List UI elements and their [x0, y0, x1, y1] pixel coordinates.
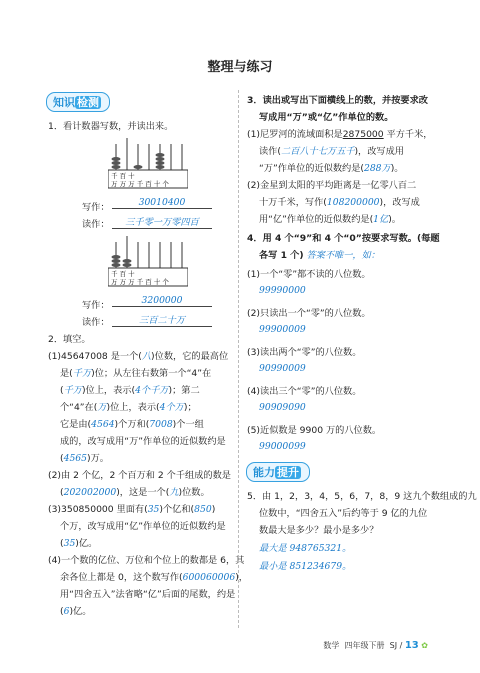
q4-note: 答案不唯一，如：: [306, 250, 380, 261]
q3-line-5: 十万千米，写作(108200000)，改写成: [259, 197, 420, 208]
q3-answer-2: 288万: [363, 163, 391, 174]
footer-subject: 数学: [323, 641, 340, 650]
q5-line-1: 5．由 1，2，3，4，5，6，7，8，9 这九个数组成的九: [247, 491, 477, 502]
badge-word-2: 检测: [77, 96, 99, 109]
q4-heading-2: 各写 1 个) 答案不唯一，如：: [259, 250, 380, 261]
q4-item-4-answer: 90909090: [259, 402, 306, 413]
knowledge-check-badge: [46, 92, 110, 112]
q1-write-label-1: 写作：: [82, 202, 110, 213]
q5-answer-min: 最小是 851234679。: [259, 561, 352, 572]
q3-heading-2: 写成用“万”或“亿”作单位的数。: [259, 112, 394, 123]
q3-answer-3: 108200000: [326, 197, 380, 208]
q2-answer-6: 4个万: [159, 402, 184, 413]
q4-item-4-question: (4)读出三个“零”的八位数。: [247, 386, 362, 397]
q4-item-5-question: (5)近似数是 9900 万的八位数。: [247, 425, 382, 436]
q1-answer-write-1: 30010400: [112, 197, 212, 209]
q2-answer-13: 850: [194, 504, 212, 515]
abacus-1: [108, 134, 188, 190]
q4-item-5-answer: 99000099: [259, 441, 306, 452]
q2-line-9: (202002000)，这是一个(九)位数。: [60, 487, 210, 498]
q4-item-2-question: (2)只读出一个“零”的八位数。: [247, 308, 371, 319]
column-divider: [238, 90, 239, 628]
leaf-icon: ✿: [421, 641, 428, 650]
svg-text:万 万 万 千 百 十 个: 万 万 万 千 百 十 个: [111, 180, 169, 188]
badge-word-2: 提升: [277, 466, 299, 479]
q1-write-label-2: 写作：: [82, 300, 110, 311]
q2-answer-7: 4564: [91, 419, 115, 430]
q2-answer-3: 千万: [63, 385, 82, 396]
q2-line-16: (6)亿。: [60, 606, 92, 617]
q1-answer-read-1: 三千零一万零四百: [112, 214, 212, 229]
q4-item-1-question: (1)一个“零”都不读的八位数。: [247, 269, 371, 280]
q2-answer-10: 202002000: [63, 487, 117, 498]
page-footer: 数学 四年级下册 SJ / 13 ✿: [323, 640, 428, 651]
q1-read-label-2: 读作：: [82, 317, 110, 328]
q2-answer-15: 600060006: [182, 572, 236, 583]
q2-line-2: 是(千万)位；从左往右数第一个“4”在: [60, 368, 212, 379]
badge-word-1: 能力: [253, 466, 275, 479]
q4-item-1-answer: 99990000: [259, 285, 306, 296]
q2-answer-12: 35: [147, 504, 160, 515]
q5-line-3: 数最大是多少？最小是多少？: [259, 525, 379, 536]
q2-line-4: 个“4”在(万)位上，表示(4个万)；: [60, 402, 197, 413]
q1-heading: 1．看计数器写数，并读出来。: [48, 121, 174, 132]
q2-line-6: 成的，改写成用“万”作单位的近似数约是: [60, 436, 226, 447]
q1-answer-write-2: 3200000: [112, 295, 212, 307]
page-title: 整理与练习: [207, 60, 273, 75]
q2-line-10: (3)350850000 里面有(35)个亿和(850): [48, 504, 216, 515]
footer-edition: SJ: [389, 641, 398, 650]
q2-heading: 2．填空。: [48, 334, 91, 345]
q2-answer-16: 6: [63, 606, 70, 617]
svg-text:千 百 十: 千 百 十: [111, 270, 135, 278]
svg-text:万 万 万 千 百 十 个: 万 万 万 千 百 十 个: [111, 278, 169, 286]
q4-heading-1: 4．用 4 个“9”和 4 个“0”按要求写数。(每题: [247, 233, 440, 244]
q2-answer-5: 万: [97, 402, 107, 413]
q2-answer-9: 4565: [63, 453, 87, 464]
footer-page-number: 13: [404, 640, 419, 651]
q2-answer-1: 八: [141, 351, 152, 362]
q5-line-2: 位数中，“四舍五入”后约等于 9 亿的九位: [259, 508, 428, 519]
footer-grade: 四年级下册: [344, 641, 385, 650]
q2-answer-4: 4个千万: [135, 385, 169, 396]
q4-item-2-answer: 99900009: [259, 324, 306, 335]
q2-line-11: 个万，改写成用“亿”作单位的近似数约是: [60, 521, 226, 532]
q3-line-6: 用“亿”作单位的近似数约是(1亿)。: [259, 214, 401, 225]
q2-line-7: (4565)万。: [60, 453, 109, 464]
q1-read-label-1: 读作：: [82, 219, 110, 230]
q2-line-8: (2)由 2 个亿，2 个百万和 2 个千组成的数是: [48, 470, 231, 481]
ability-boost-badge: [246, 462, 310, 482]
q3-line-2: 读作(二百八十七万五千)，改写成用: [259, 146, 404, 157]
q2-answer-14: 35: [63, 538, 76, 549]
q2-line-15: 用“四舍五入”法省略“亿”后面的尾数，约是: [60, 589, 236, 600]
q2-line-14: 余各位上都是 0，这个数写作(600060006)，: [60, 572, 248, 583]
q1-answer-read-2: 三百二十万: [112, 312, 212, 327]
q2-answer-11: 九: [169, 487, 179, 498]
q2-line-1: (1)45647008 是一个(八)位数，它的最高位: [48, 351, 229, 362]
q4-item-3-question: (3)读出两个“零”的八位数。: [247, 347, 362, 358]
q4-item-3-answer: 90990009: [259, 363, 306, 374]
q3-line-1: (1)尼罗河的流域面积是2875000 平方千米，: [247, 129, 433, 140]
q3-answer-1: 二百八十七万五千: [280, 146, 355, 157]
q2-line-13: (4)一个数的亿位、万位和个位上的数都是 6，其: [48, 555, 245, 566]
q2-line-5: 它是由(4564)个万和(7008)个一组: [60, 419, 204, 430]
q3-line-3: “万”作单位的近似数约是(288万)。: [259, 163, 404, 174]
q2-line-12: (35)亿。: [60, 538, 98, 549]
q2-answer-2: 千万: [72, 368, 92, 379]
q5-answer-max: 最大是 948765321。: [259, 543, 352, 554]
abacus-2: [108, 232, 188, 288]
q3-answer-4: 1亿: [373, 214, 389, 225]
q3-line-4: (2)金星到太阳的平均距离是一亿零八百二: [247, 180, 417, 191]
q3-heading-1: 3．读出或写出下面横线上的数，并按要求改: [247, 95, 428, 106]
svg-text:千 百 十: 千 百 十: [111, 172, 135, 180]
badge-word-1: 知识: [53, 96, 75, 109]
q2-line-3: (千万)位上，表示(4个千万)；第二: [60, 385, 200, 396]
q2-answer-8: 7008: [149, 419, 173, 430]
